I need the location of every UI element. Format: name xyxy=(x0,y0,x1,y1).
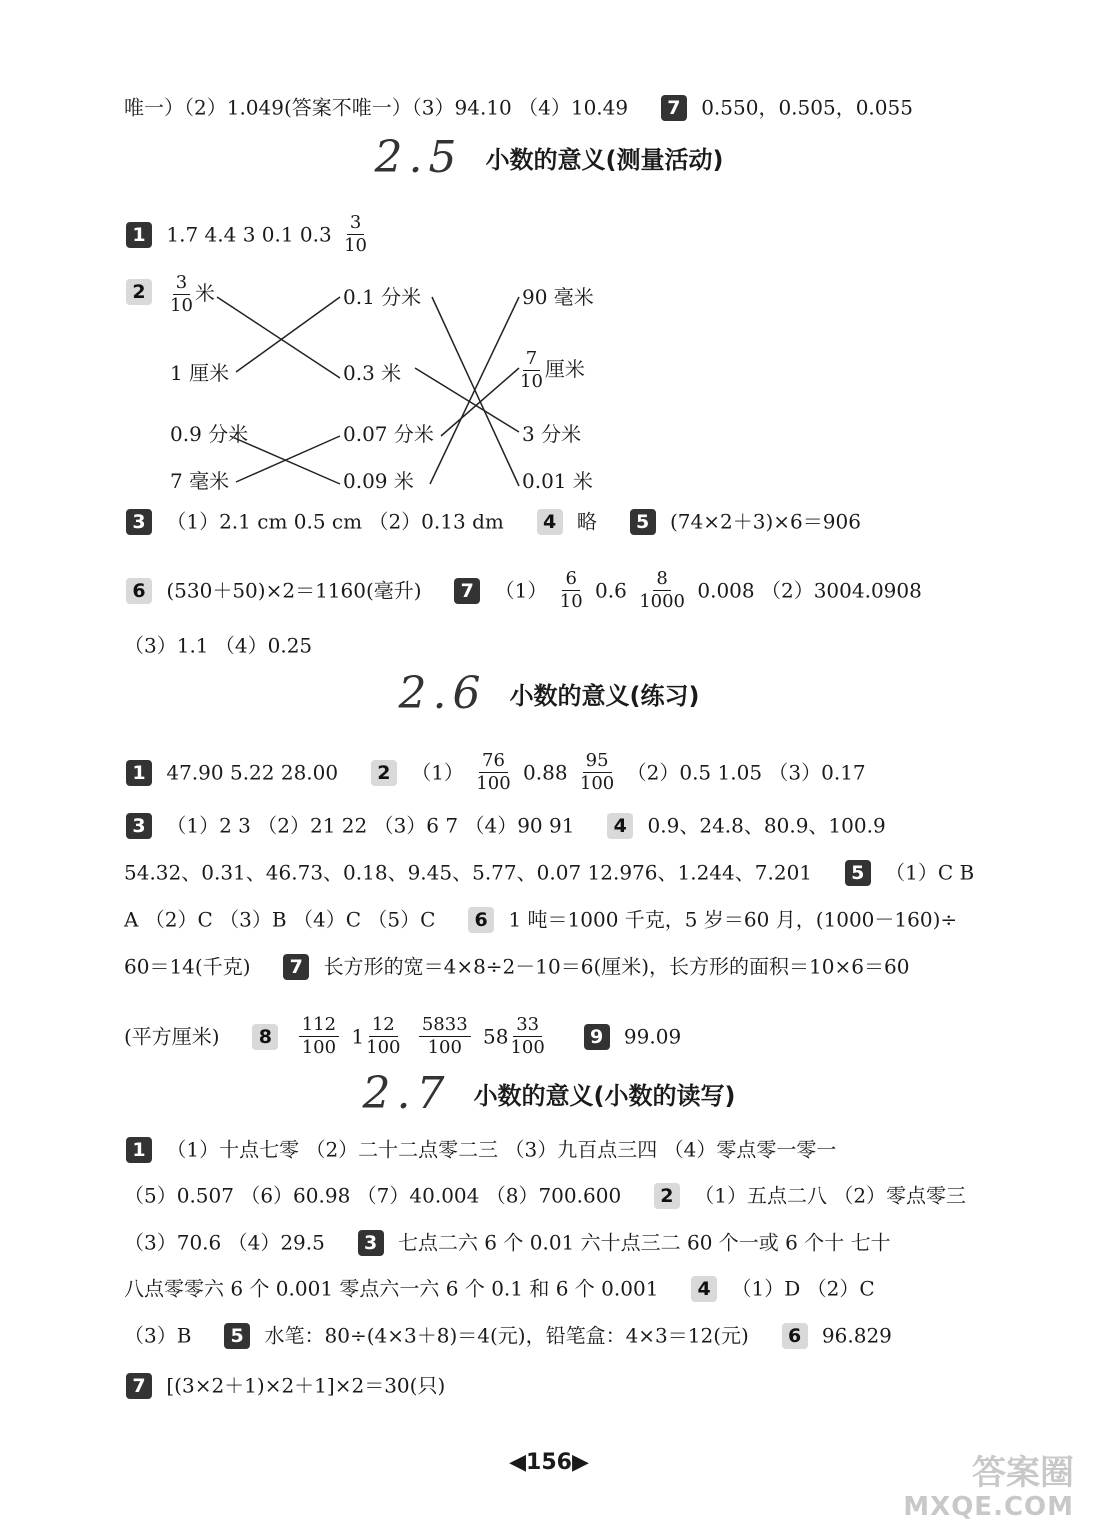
answer-text: 0.008 （2）3004.0908 xyxy=(697,578,922,603)
answer-line xyxy=(124,630,312,660)
fraction xyxy=(419,1014,471,1059)
answer-line xyxy=(124,904,957,934)
numerator: 112 xyxy=(299,1014,339,1037)
answer-text: （1）2.1 cm 0.5 cm （2）0.13 dm xyxy=(166,509,504,534)
answer-line xyxy=(124,1014,681,1059)
denominator: 100 xyxy=(510,1037,545,1058)
question-badge-7: 7 xyxy=(283,954,309,980)
answer-line xyxy=(124,1134,836,1164)
numerator: 33 xyxy=(513,1014,542,1037)
section-heading-2-6 xyxy=(0,668,1098,719)
question-badge-4: 4 xyxy=(537,509,563,535)
question-badge-6: 6 xyxy=(468,907,494,933)
answer-text: A （2）C （3）B （4）C （5）C xyxy=(124,907,436,932)
question-badge-3: 3 xyxy=(126,509,152,535)
numerator: 8 xyxy=(653,568,670,591)
answer-text: （1） xyxy=(494,578,548,603)
question-badge-7: 7 xyxy=(661,95,687,121)
question-badge-6: 6 xyxy=(126,578,152,604)
question-badge-2: 2 xyxy=(654,1183,680,1209)
answer-text: 54.32、0.31、46.73、0.18、9.45、5.77、0.07 12.976、1.244、7.201 xyxy=(124,860,813,885)
answer-text: 99.09 xyxy=(623,1024,682,1049)
match-c1-c: 0.9 分米 xyxy=(170,422,249,446)
answer-text: 60＝14(千克) xyxy=(124,954,251,979)
answer-text: （3）B xyxy=(124,1323,192,1348)
answer-text: 七点二六 6 个 0.01 六十点三二 60 个一或 6 个十 七十 xyxy=(397,1230,891,1255)
numerator: 3 xyxy=(347,212,364,235)
match-c1-d: 7 毫米 xyxy=(170,469,230,493)
watermark-text: 答案圈 xyxy=(972,1453,1074,1493)
triangle-left-icon: ◀ xyxy=(509,1450,527,1475)
answer-text: （5）0.507 （6）60.98 （7）40.004 （8）700.600 xyxy=(124,1183,622,1208)
whole-number: 58 xyxy=(483,1024,509,1049)
match-c2-a: 0.1 分米 xyxy=(343,285,422,309)
question-badge-1: 1 xyxy=(126,760,152,786)
question-badge-7: 7 xyxy=(454,578,480,604)
fraction xyxy=(366,1014,400,1059)
watermark-domain: MXQE.COM xyxy=(903,1492,1074,1522)
unit-label: 厘米 xyxy=(544,357,585,381)
answer-text: 1.7 4.4 3 0.1 0.3 xyxy=(166,222,332,247)
denominator: 100 xyxy=(301,1037,337,1058)
page-number-text: 156 xyxy=(526,1450,572,1475)
answer-line xyxy=(124,506,861,536)
answer-text: 水笔：80÷(4×3＋8)＝4(元)，铅笔盒：4×3＝12(元) xyxy=(264,1323,749,1348)
fraction xyxy=(510,1014,544,1059)
match-c2-d: 0.09 米 xyxy=(343,469,414,493)
match-c3-d: 0.01 米 xyxy=(522,469,593,493)
denominator: 10 xyxy=(344,235,368,256)
fraction xyxy=(560,568,583,613)
answer-line xyxy=(124,1227,891,1257)
answer-text: 1 吨＝1000 千克，5 岁＝60 月，(1000－160)÷ xyxy=(508,907,958,932)
section-heading-2-7 xyxy=(0,1068,1098,1119)
match-c2-b: 0.3 米 xyxy=(343,361,402,385)
question-badge-1: 1 xyxy=(126,222,152,248)
match-c3-a: 90 毫米 xyxy=(522,285,594,309)
fraction xyxy=(580,750,614,795)
numerator: 76 xyxy=(479,750,508,773)
answer-text: （3）70.6 （4）29.5 xyxy=(124,1230,325,1255)
answer-text: （1）十点七零 （2）二十二点零二三 （3）九百点三四 （4）零点零一零一 xyxy=(166,1137,837,1162)
denominator: 1000 xyxy=(639,591,685,612)
fraction xyxy=(476,750,510,795)
numerator: 5833 xyxy=(419,1014,471,1037)
answer-text: 略 xyxy=(576,509,597,534)
question-badge-4: 4 xyxy=(607,813,633,839)
answer-line xyxy=(124,1273,875,1303)
answer-text: 八点零零六 6 个 0.001 零点六一六 6 个 0.1 和 6 个 0.001 xyxy=(124,1276,659,1301)
answer-text: （3）1.1 （4）0.25 xyxy=(124,633,313,658)
question-badge-5: 5 xyxy=(845,860,871,886)
section-title: 小数的意义(测量活动) xyxy=(485,146,724,174)
match-line xyxy=(415,368,519,432)
whole-number: 1 xyxy=(351,1024,365,1049)
numerator: 7 xyxy=(523,348,540,371)
answer-line xyxy=(124,568,922,613)
denominator: 100 xyxy=(366,1037,401,1058)
answer-text: （1）C B xyxy=(885,860,975,885)
question-badge-3: 3 xyxy=(358,1230,384,1256)
answer-text: 0.9、24.8、80.9、100.9 xyxy=(647,813,886,838)
section-title: 小数的意义(小数的读写) xyxy=(473,1082,736,1110)
answer-line xyxy=(124,1370,445,1400)
question-badge-7: 7 xyxy=(126,1373,152,1399)
answer-line xyxy=(124,810,886,840)
question-badge-2: 2 xyxy=(126,279,152,305)
question-badge-3: 3 xyxy=(126,813,152,839)
answer-text: 0.88 xyxy=(523,760,568,785)
question-badge-1: 1 xyxy=(126,1137,152,1163)
answer-line xyxy=(124,857,974,887)
question-badge-2: 2 xyxy=(371,760,397,786)
fraction xyxy=(639,568,685,613)
section-number: 2.5 xyxy=(374,132,463,183)
denominator: 10 xyxy=(520,371,543,392)
fraction xyxy=(299,1014,339,1059)
section-number: 2.7 xyxy=(362,1068,451,1119)
match-c1-b: 1 厘米 xyxy=(170,361,230,385)
triangle-right-icon: ▶ xyxy=(571,1450,589,1475)
answer-line xyxy=(124,750,866,795)
match-line xyxy=(217,297,340,378)
answer-text: 0.6 xyxy=(595,578,627,603)
unit-label: 米 xyxy=(194,281,215,305)
answer-text: （1）五点二八 （2）零点零三 xyxy=(694,1183,967,1208)
numerator: 3 xyxy=(173,272,190,295)
answer-text: 长方形的宽＝4×8÷2－10＝6(厘米)，长方形的面积＝10×6＝60 xyxy=(323,954,910,979)
answer-text: （2）0.5 1.05 （3）0.17 xyxy=(626,760,866,785)
question-badge-8: 8 xyxy=(252,1024,278,1050)
answer-text: （1）2 3 （2）21 22 （3）6 7 （4）90 91 xyxy=(166,813,575,838)
denominator: 10 xyxy=(559,591,583,612)
answer-text: 96.829 xyxy=(821,1323,892,1348)
question-badge-5: 5 xyxy=(224,1323,250,1349)
question-badge-9: 9 xyxy=(584,1024,610,1050)
denominator: 100 xyxy=(476,773,511,794)
answer-text: [(3×2＋1)×2＋1]×2＝30(只) xyxy=(166,1373,446,1398)
answer-text: （1）D （2）C xyxy=(731,1276,875,1301)
numerator: 12 xyxy=(369,1014,398,1037)
section-title: 小数的意义(练习) xyxy=(509,682,700,710)
answer-text: 47.90 5.22 28.00 xyxy=(166,760,339,785)
section-number: 2.6 xyxy=(398,668,487,719)
match-line xyxy=(236,436,340,482)
answer-text: （1） xyxy=(411,760,464,785)
question-badge-5: 5 xyxy=(630,509,656,535)
answer-line xyxy=(124,951,909,981)
question-badge-6: 6 xyxy=(782,1323,808,1349)
answer-line xyxy=(124,1180,966,1210)
denominator: 100 xyxy=(579,773,615,794)
answer-text: (530＋50)×2＝1160(毫升) xyxy=(166,578,422,603)
match-c2-c: 0.07 分米 xyxy=(343,422,434,446)
answer-text: (平方厘米) xyxy=(124,1024,220,1049)
denominator: 10 xyxy=(170,295,193,316)
denominator: 100 xyxy=(427,1037,462,1058)
match-line xyxy=(236,297,340,372)
numerator: 6 xyxy=(562,568,579,591)
answer-line xyxy=(124,1320,892,1350)
answer-text: 0.550，0.505，0.055 xyxy=(701,95,913,120)
answer-text: 唯一）（2）1.049(答案不唯一）（3）94.10 （4）10.49 xyxy=(124,95,629,120)
watermark-logo xyxy=(903,1454,1074,1522)
match-c3-c: 3 分米 xyxy=(522,422,582,446)
numerator: 95 xyxy=(583,750,612,773)
answer-text: (74×2＋3)×6＝906 xyxy=(670,509,861,534)
question-badge-4: 4 xyxy=(691,1276,717,1302)
